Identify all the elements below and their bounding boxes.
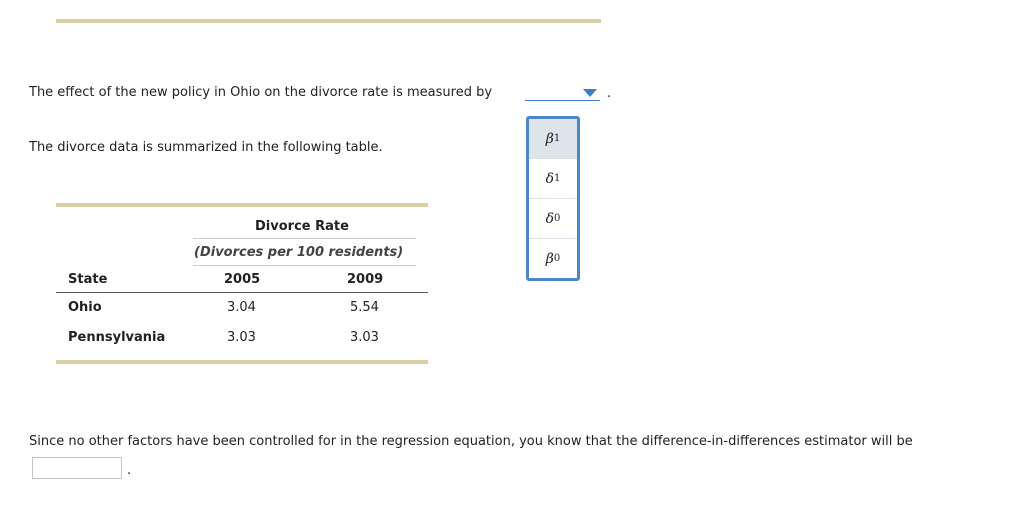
row-state: Ohio — [68, 300, 102, 315]
dropdown-arrow-icon[interactable] — [583, 89, 597, 97]
table-subtitle-underline — [193, 265, 416, 266]
column-header-2005: 2005 — [224, 272, 261, 287]
dropdown-option-delta0[interactable] — [529, 199, 577, 239]
row-2005-value: 3.04 — [227, 300, 256, 315]
dropdown-option-delta1[interactable] — [529, 159, 577, 199]
answer-input[interactable] — [32, 457, 122, 479]
column-header-state: State — [68, 272, 108, 287]
option-subscript: 0 — [553, 253, 561, 264]
conclusion-period: . — [127, 463, 132, 478]
table-title-underline — [193, 238, 416, 239]
policy-period: . — [607, 86, 612, 101]
option-symbol: β — [545, 130, 554, 147]
table-subtitle: (Divorces per 100 residents) — [194, 245, 404, 260]
table-intro-text: The divorce data is summarized in the following table. — [29, 140, 383, 155]
conclusion-question-text: Since no other factors have been controlled for in the regression equation, you know that the difference-in-differences estimator will be — [29, 434, 913, 449]
header-underline — [56, 292, 428, 293]
top-divider — [56, 19, 601, 23]
dropdown-option-beta1[interactable] — [529, 119, 577, 159]
effect-dropdown-menu — [526, 116, 580, 281]
option-subscript: 1 — [553, 133, 561, 144]
row-state: Pennsylvania — [68, 330, 166, 345]
table-title: Divorce Rate — [255, 219, 349, 234]
column-header-2009: 2009 — [347, 272, 384, 287]
table-top-rule — [56, 203, 428, 207]
effect-dropdown[interactable] — [525, 84, 600, 101]
dropdown-option-beta0[interactable] — [529, 239, 577, 278]
policy-question-text: The effect of the new policy in Ohio on the divorce rate is measured by — [29, 85, 493, 100]
option-subscript: 1 — [554, 173, 561, 184]
row-2009-value: 5.54 — [350, 300, 379, 315]
option-subscript: 0 — [554, 213, 561, 224]
option-symbol: δ — [545, 170, 555, 187]
table-bottom-rule — [56, 360, 428, 364]
option-symbol: β — [545, 250, 554, 267]
option-symbol: δ — [545, 210, 555, 227]
row-2005-value: 3.03 — [227, 330, 256, 345]
row-2009-value: 3.03 — [350, 330, 379, 345]
